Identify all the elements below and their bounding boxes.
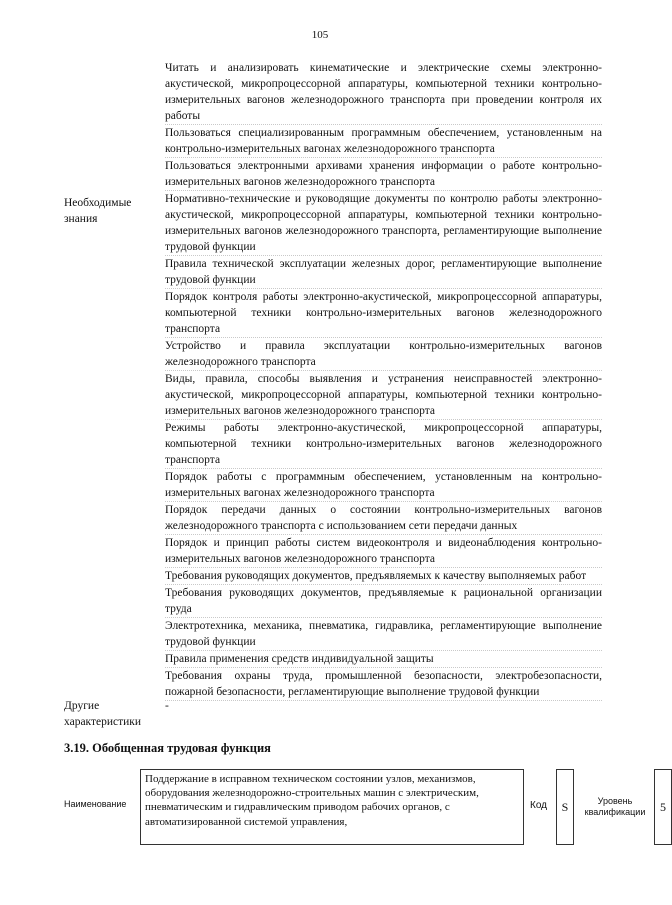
knowledge-item: Правила применения средств индивидуальной защиты	[165, 651, 602, 668]
knowledge-item: Нормативно-технические и руководящие документы по контролю работы электронно-акустической, микропроцессорной аппаратуры, компьютерной техники контрольно-измерительных вагонов железнодорожного транспорта, регламентирующие выполнение трудовой функции	[165, 191, 602, 256]
knowledge-item: Виды, правила, способы выявления и устранения неисправностей электронно-акустической, микропроцессорной аппаратуры, компьютерной техники контрольно-измерительных вагонов железнодорожного транспорта	[165, 371, 602, 420]
page-number: 105	[311, 29, 329, 41]
qualification-level-label: Уровень квалификации	[584, 796, 646, 817]
other-characteristics-label: Другие характеристики	[64, 700, 142, 728]
name-label: Наименование	[64, 799, 127, 809]
code-label: Код	[530, 800, 548, 811]
name-value: Поддержание в исправном техническом состоянии узлов, механизмов, оборудования железнодорожно-строительных машин с электрическим, пневматическим и гидравлическим приводом рабочих органов, с автоматизированной системой управления,	[140, 769, 524, 845]
knowledge-item: Правила технической эксплуатации железных дорог, регламентирующие выполнение трудовой функции	[165, 256, 602, 289]
skill-item: Пользоваться специализированным программным обеспечением, установленным на контрольно-измерительных вагонах железнодорожного транспорта	[165, 125, 602, 158]
knowledge-item: Требования охраны труда, промышленной безопасности, электробезопасности, пожарной безопасности, регламентирующие выполнение трудовой функции	[165, 668, 602, 701]
section-title: 3.19. Обобщенная трудовая функция	[64, 741, 271, 755]
code-value: S	[556, 769, 574, 845]
knowledge-item: Требования руководящих документов, предъявляемых к качеству выполняемых работ	[165, 568, 602, 585]
knowledge-item: Режимы работы электронно-акустической, микропроцессорной аппаратуры, компьютерной техники контрольно-измерительных вагонов железнодорожного транспорта	[165, 420, 602, 469]
skill-item: Читать и анализировать кинематические и электрические схемы электронно-акустической, микропроцессорной аппаратуры, компьютерной техники контрольно-измерительных вагонов железнодорожного транспорта при проведении контроля их работы	[165, 60, 602, 125]
requirements-list	[165, 60, 602, 701]
generalized-function-table	[64, 769, 666, 847]
knowledge-item: Электротехника, механика, пневматика, гидравлика, регламентирующие выполнение трудовой функции	[165, 618, 602, 651]
knowledge-label: Необходимые знания	[64, 197, 132, 225]
knowledge-item: Требования руководящих документов, предъявляемые к рациональной организации труда	[165, 585, 602, 618]
knowledge-item: Порядок передачи данных о состоянии контрольно-измерительных вагонов железнодорожного транспорта с использованием сети передачи данных	[165, 502, 602, 535]
knowledge-item: Порядок и принцип работы систем видеоконтроля и видеонаблюдения контрольно-измерительных вагонов железнодорожного транспорта	[165, 535, 602, 568]
knowledge-item: Порядок контроля работы электронно-акустической, микропроцессорной аппаратуры, компьютерной техники контрольно-измерительных вагонов железнодорожного транспорта	[165, 289, 602, 338]
qualification-level-value: 5	[654, 769, 672, 845]
knowledge-item: Порядок работы с программным обеспечением, установленным на контрольно-измерительных вагонах железнодорожного транспорта	[165, 469, 602, 502]
other-characteristics-value: -	[165, 700, 169, 712]
skill-item: Пользоваться электронными архивами хранения информации о работе контрольно-измерительных вагонов железнодорожного транспорта	[165, 158, 602, 191]
knowledge-item: Устройство и правила эксплуатации контрольно-измерительных вагонов железнодорожного транспорта	[165, 338, 602, 371]
